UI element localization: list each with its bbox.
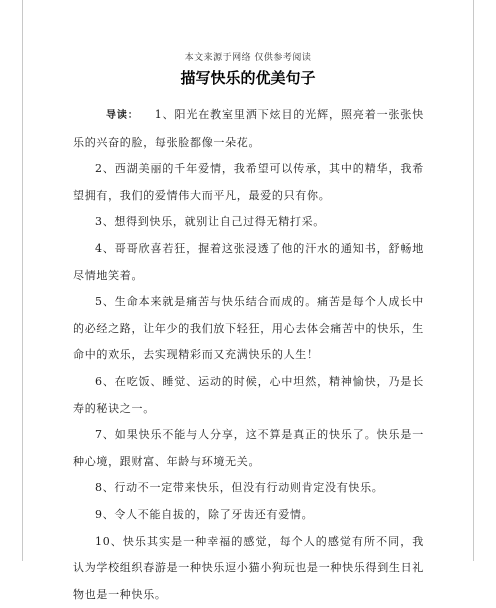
paragraph: 5、生命本来就是痛苦与快乐结合而成的。痛苦是每个人成长中的必经之路，让年少的我们放下轻狂，用心去体会痛苦中的快乐，生命中的欢乐，去实现精彩而又充满快乐的人生！ [73,289,424,369]
lead-label: 导读： [106,110,139,121]
paragraph: 6、在吃饭、睡觉、运动的时候，心中坦然，精神愉快，乃是长寿的秘诀之一。 [73,369,424,422]
paragraph: 3、想得到快乐，就别让自己过得无精打采。 [73,209,424,236]
paragraph: 8、行动不一定带来快乐，但没有行动则肯定没有快乐。 [73,475,424,502]
paragraph: 4、哥哥欣喜若狂，握着这张浸透了他的汗水的通知书，舒畅地尽情地笑着。 [73,236,424,289]
paragraph: 10、快乐其实是一种幸福的感觉，每个人的感觉有所不同，我认为学校组织春游是一种快乐逗小猫小狗玩也是一种快乐得到生日礼物也是一种快乐。 [73,529,424,608]
lead-text: 1、阳光在教室里洒下炫目的光辉，照亮着一张张快乐的兴奋的脸，每张脸都像一朵花。 [73,108,424,149]
paragraph: 7、如果快乐不能与人分享，这不算是真正的快乐了。快乐是一种心境，跟财富、年龄与环境无关。 [73,422,424,475]
paragraph: 9、令人不能自拔的，除了牙齿还有爱情。 [73,502,424,529]
paragraph: 2、西湖美丽的千年爱情，我希望可以传承，其中的精华，我希望拥有，我们的爱情伟大而平凡，最爱的只有你。 [73,156,424,209]
source-note: 本文来源于网络 仅供参考阅读 [0,50,496,63]
page-title: 描写快乐的优美句子 [0,67,496,88]
article-body [73,102,424,608]
paragraph-lead [73,102,424,156]
